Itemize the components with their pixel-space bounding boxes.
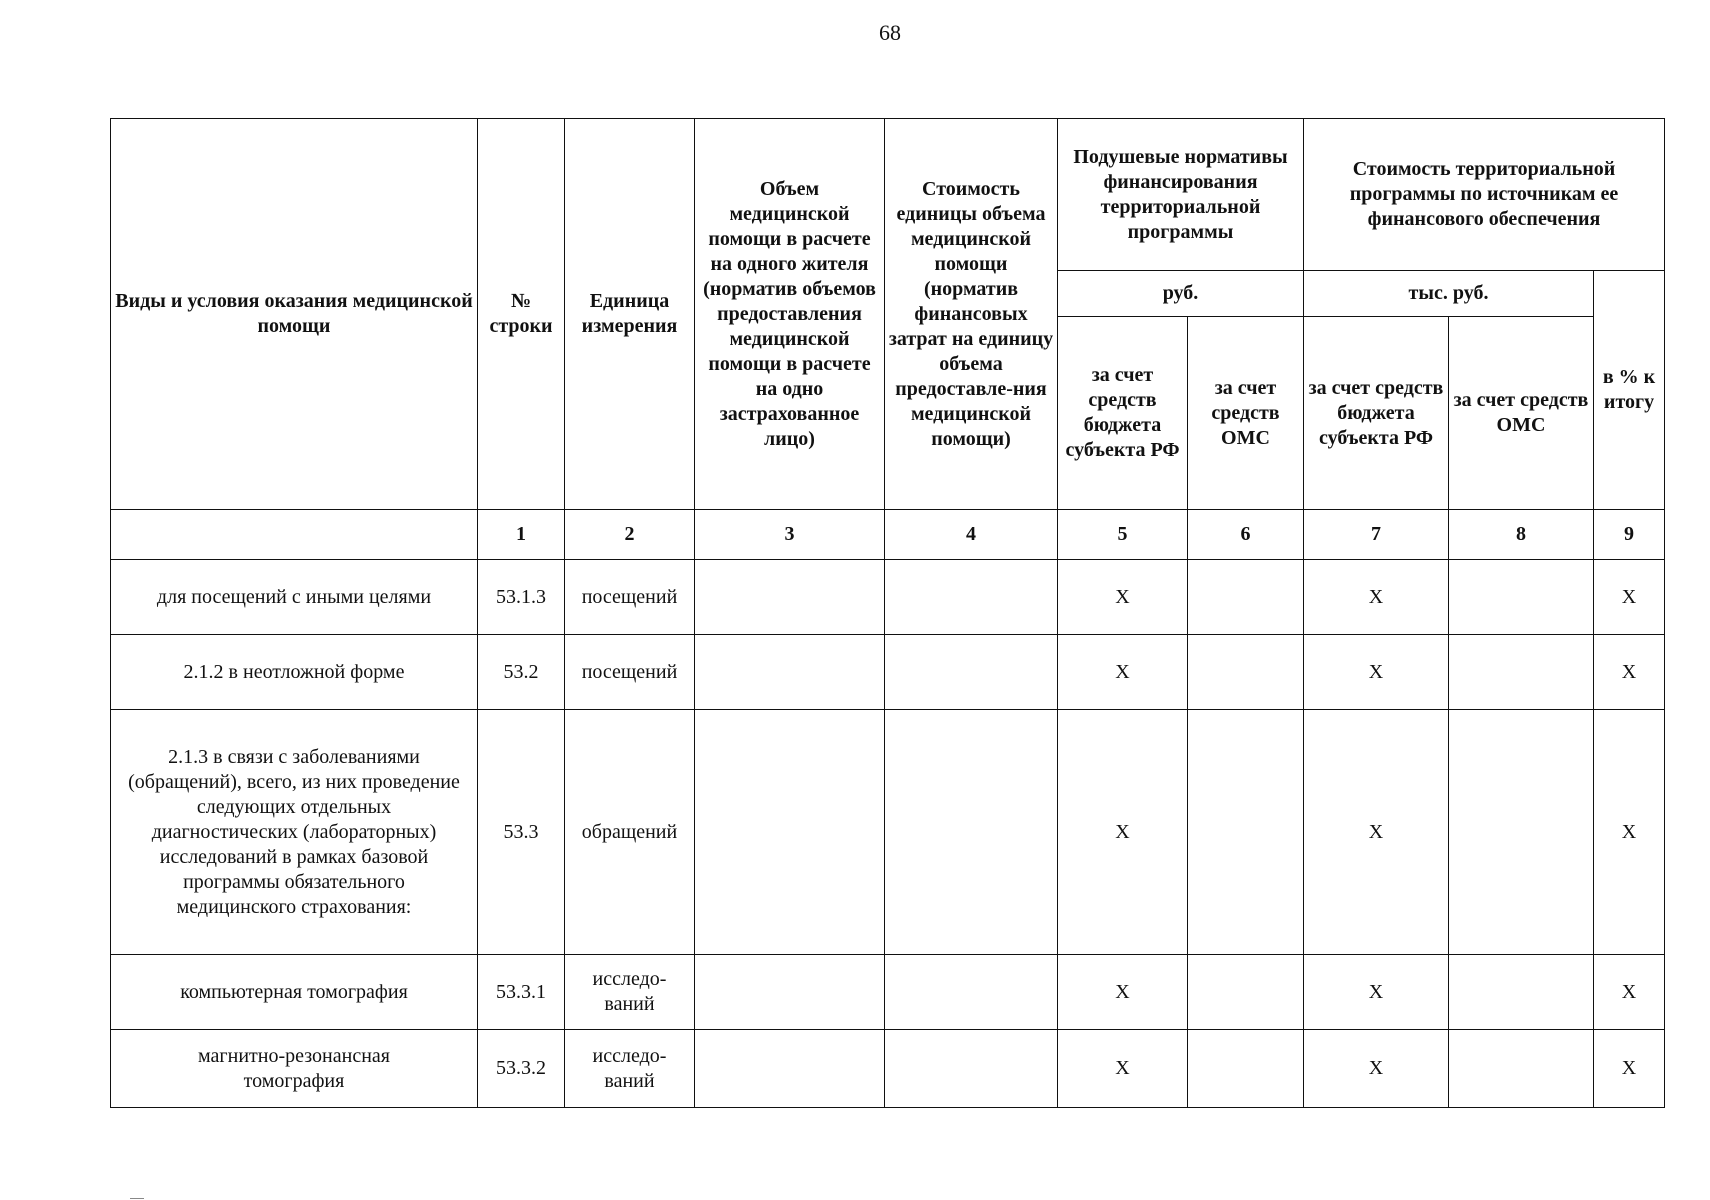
row-unit-cost: [885, 955, 1058, 1030]
row-volume: [695, 955, 885, 1030]
header-per-capita: Подушевые нормативы финансирования территориальной программы: [1058, 119, 1304, 271]
row-col8: [1449, 560, 1594, 635]
header-program-cost: Стоимость территориальной программы по источникам ее финансового обеспечения: [1304, 119, 1665, 271]
row-col8: [1449, 955, 1594, 1030]
row-col7: X: [1304, 560, 1449, 635]
row-col7: X: [1304, 1030, 1449, 1108]
header-rub: руб.: [1058, 271, 1304, 317]
header-col6: за счет средств ОМС: [1188, 317, 1304, 510]
row-col9: X: [1594, 1030, 1665, 1108]
row-unit-cost: [885, 710, 1058, 955]
header-unit-cost: Стоимость единицы объема медицинской помощи (норматив финансовых затрат на единицу объема предоставле-ния медицинской помощи): [885, 119, 1058, 510]
row-code: 53.3.2: [478, 1030, 565, 1108]
column-number: 2: [565, 510, 695, 560]
table-row: [111, 1030, 1665, 1108]
row-unit: исследо-ваний: [565, 1030, 695, 1108]
row-name: компьютерная томография: [111, 955, 478, 1030]
row-col8: [1449, 710, 1594, 955]
header-kinds: Виды и условия оказания медицинской помощи: [111, 119, 478, 510]
header-unit: Единица измерения: [565, 119, 695, 510]
table-row: [111, 635, 1665, 710]
row-volume: [695, 560, 885, 635]
table-row: [111, 955, 1665, 1030]
row-col9: X: [1594, 955, 1665, 1030]
row-col6: [1188, 560, 1304, 635]
row-name: 2.1.2 в неотложной форме: [111, 635, 478, 710]
row-col7: X: [1304, 955, 1449, 1030]
row-col5: X: [1058, 955, 1188, 1030]
table-row: [111, 560, 1665, 635]
row-unit-cost: [885, 635, 1058, 710]
row-col9: X: [1594, 635, 1665, 710]
column-number: 4: [885, 510, 1058, 560]
row-col7: X: [1304, 710, 1449, 955]
row-col5: X: [1058, 1030, 1188, 1108]
column-number: 1: [478, 510, 565, 560]
row-unit: посещений: [565, 635, 695, 710]
row-unit: посещений: [565, 560, 695, 635]
column-number: 5: [1058, 510, 1188, 560]
row-unit: обращений: [565, 710, 695, 955]
row-volume: [695, 1030, 885, 1108]
scan-mark: [130, 1198, 144, 1199]
row-name: 2.1.3 в связи с заболеваниями (обращений), всего, из них проведение следующих отдельных диагностических (лабораторных) исследований в рамках базовой программы обязательного медицинского страхования:: [111, 710, 478, 955]
row-col6: [1188, 1030, 1304, 1108]
header-row-no: № строки: [478, 119, 565, 510]
row-col8: [1449, 1030, 1594, 1108]
row-unit-cost: [885, 1030, 1058, 1108]
column-number-empty: [111, 510, 478, 560]
row-col5: X: [1058, 560, 1188, 635]
header-col8: за счет средств ОМС: [1449, 317, 1594, 510]
row-code: 53.2: [478, 635, 565, 710]
page-number: 68: [879, 20, 901, 45]
header-col5: за счет средств бюджета субъекта РФ: [1058, 317, 1188, 510]
row-unit: исследо-ваний: [565, 955, 695, 1030]
row-col6: [1188, 710, 1304, 955]
column-number: 9: [1594, 510, 1665, 560]
row-name: для посещений с иными целями: [111, 560, 478, 635]
column-number: 8: [1449, 510, 1594, 560]
row-code: 53.3.1: [478, 955, 565, 1030]
row-volume: [695, 710, 885, 955]
header-col9: в % к итогу: [1594, 271, 1665, 510]
row-col9: X: [1594, 560, 1665, 635]
row-col6: [1188, 955, 1304, 1030]
column-number-row: [111, 510, 1665, 560]
header-col7: за счет средств бюджета субъекта РФ: [1304, 317, 1449, 510]
row-volume: [695, 635, 885, 710]
row-unit-cost: [885, 560, 1058, 635]
table-row: [111, 710, 1665, 955]
header-volume: Объем медицинской помощи в расчете на одного жителя (норматив объемов предоставления медицинской помощи в расчете на одно застрахованное лицо): [695, 119, 885, 510]
row-col5: X: [1058, 710, 1188, 955]
row-code: 53.3: [478, 710, 565, 955]
row-name: магнитно-резонансная томография: [111, 1030, 478, 1108]
column-number: 6: [1188, 510, 1304, 560]
header-thous-rub: тыс. руб.: [1304, 271, 1594, 317]
row-col7: X: [1304, 635, 1449, 710]
column-number: 3: [695, 510, 885, 560]
column-number: 7: [1304, 510, 1449, 560]
row-col5: X: [1058, 635, 1188, 710]
financing-table: [110, 118, 1665, 1108]
row-code: 53.1.3: [478, 560, 565, 635]
row-col9: X: [1594, 710, 1665, 955]
row-col8: [1449, 635, 1594, 710]
row-col6: [1188, 635, 1304, 710]
